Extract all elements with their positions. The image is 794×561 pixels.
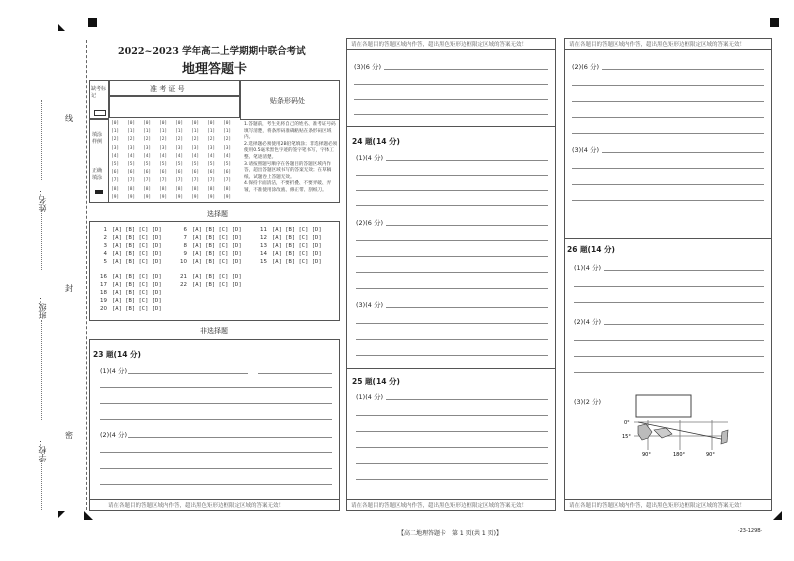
exam-no-digit-bubble[interactable]: [9] bbox=[127, 194, 136, 200]
mcq-number: 20 bbox=[100, 306, 107, 312]
mcq-number: 18 bbox=[100, 290, 107, 296]
exam-no-digit-bubble[interactable]: [6] bbox=[127, 170, 136, 176]
mcq-item[interactable] bbox=[175, 243, 242, 249]
q24-line[interactable] bbox=[386, 307, 548, 308]
side-arrow-bottom bbox=[58, 511, 65, 518]
q25-line[interactable] bbox=[356, 447, 548, 448]
exam-no-label: 准 考 证 号 bbox=[150, 85, 185, 93]
exam-no-digit-bubble[interactable]: [6] bbox=[111, 170, 120, 176]
q26-line[interactable] bbox=[574, 340, 764, 341]
exam-no-digit-bubble[interactable]: [2] bbox=[175, 137, 184, 143]
mcq-item[interactable] bbox=[95, 243, 162, 249]
exam-no-digit-bubble[interactable]: [2] bbox=[127, 137, 136, 143]
q24-line[interactable] bbox=[356, 205, 548, 206]
mcq-item[interactable] bbox=[95, 259, 162, 265]
mcq-number: 6 bbox=[183, 227, 187, 233]
exam-no-digit-bubble[interactable]: [5] bbox=[111, 162, 120, 168]
absent-mark-box[interactable] bbox=[94, 110, 106, 116]
mcq-options[interactable]: [A] [B] [C] [D] bbox=[112, 298, 162, 304]
mcq-item[interactable] bbox=[95, 227, 162, 233]
map-lat-15: 15° bbox=[622, 434, 631, 440]
mcq-item[interactable] bbox=[95, 282, 162, 288]
exam-no-digit-bubble[interactable]: [0] bbox=[127, 121, 136, 126]
correct-fill-sample bbox=[95, 190, 103, 194]
q24-line[interactable] bbox=[356, 288, 548, 289]
mcq-number: 4 bbox=[103, 251, 107, 257]
exam-no-digit-bubble[interactable]: [7] bbox=[191, 178, 200, 184]
corner-mark-bottom-left bbox=[84, 511, 93, 520]
map-landmass bbox=[638, 424, 652, 440]
name-fill-line-2[interactable] bbox=[41, 210, 42, 270]
exam-no-digit-bubble[interactable]: [9] bbox=[191, 194, 200, 200]
map-answer-box[interactable] bbox=[636, 395, 691, 417]
q25-line[interactable] bbox=[356, 415, 548, 416]
mcq-item[interactable] bbox=[255, 259, 322, 265]
q24-line[interactable] bbox=[386, 160, 548, 161]
mcq-options[interactable]: [A] [B] [C] [D] bbox=[272, 227, 322, 233]
exam-no-digit-bubble[interactable]: [8] bbox=[175, 186, 184, 192]
q25-2-line[interactable] bbox=[572, 133, 764, 134]
seal-char: 封 bbox=[65, 284, 73, 293]
exam-no-digit-bubble[interactable]: [6] bbox=[191, 170, 200, 176]
card-title: 地理答题卡 bbox=[182, 62, 248, 77]
map-sketch bbox=[618, 392, 738, 460]
exam-no-digit-column[interactable] bbox=[111, 120, 119, 202]
q25-3-line[interactable] bbox=[572, 184, 764, 185]
mcq-options[interactable]: [A] [B] [C] [D] bbox=[192, 243, 242, 249]
exam-no-digit-bubble[interactable]: [9] bbox=[111, 194, 120, 200]
exam-no-digit-bubble[interactable]: [7] bbox=[175, 178, 184, 184]
mcq-options[interactable]: [A] [B] [C] [D] bbox=[112, 235, 162, 241]
mcq-options[interactable]: [A] [B] [C] [D] bbox=[272, 251, 322, 257]
mcq-number: 16 bbox=[100, 274, 107, 280]
exam-no-digit-bubble[interactable]: [8] bbox=[143, 186, 152, 192]
exam-no-digit-bubble[interactable]: [9] bbox=[207, 194, 216, 200]
exam-no-digit-column[interactable] bbox=[175, 120, 183, 202]
mcq-options[interactable]: [A] [B] [C] [D] bbox=[112, 227, 162, 233]
q26-line[interactable] bbox=[574, 302, 764, 303]
mcq-number: 14 bbox=[260, 251, 267, 257]
q23-title: 23 题(14 分) bbox=[93, 350, 141, 359]
exam-no-digit-bubble[interactable]: [5] bbox=[143, 162, 152, 168]
q24-title: 24 题(14 分) bbox=[352, 137, 400, 146]
q24-sub2: (2)(6 分) bbox=[356, 219, 383, 227]
mcq-options[interactable]: [A] [B] [C] [D] bbox=[272, 235, 322, 241]
binding-line bbox=[86, 40, 87, 510]
q24-sub3: (3)(4 分) bbox=[356, 301, 383, 309]
exam-no-digit-bubble[interactable]: [1] bbox=[143, 129, 152, 135]
exam-no-digit-bubble[interactable]: [2] bbox=[111, 137, 120, 143]
mcq-options[interactable]: [A] [B] [C] [D] bbox=[112, 290, 162, 296]
q23-line[interactable] bbox=[100, 484, 332, 485]
map-landmass bbox=[721, 430, 728, 444]
exam-no-digit-bubble[interactable]: [0] bbox=[159, 121, 168, 126]
exam-no-digit-column[interactable] bbox=[207, 120, 215, 202]
exam-no-digit-bubble[interactable]: [7] bbox=[207, 178, 216, 184]
mcq-item[interactable] bbox=[255, 243, 322, 249]
q24-line[interactable] bbox=[356, 272, 548, 273]
exam-no-digit-bubble[interactable]: [7] bbox=[143, 178, 152, 184]
mcq-item[interactable] bbox=[95, 274, 162, 280]
mcq-options[interactable]: [A] [B] [C] [D] bbox=[272, 259, 322, 265]
note-2: 2.选择题必须使用2B铅笔填涂；非选择题必须使用0.5毫米黑色字迹的签字笔书写，字体工整、笔迹清楚。 bbox=[244, 141, 338, 160]
col3-warning-top: 请在各题目的答题区域内作答，超出黑色矩形边框限定区域的答案无效！ bbox=[569, 42, 746, 48]
mcq-options[interactable]: [A] [B] [C] [D] bbox=[112, 282, 162, 288]
exam-no-digit-bubble[interactable]: [9] bbox=[143, 194, 152, 200]
name-label: 姓名： bbox=[38, 188, 47, 212]
mcq-number: 1 bbox=[103, 227, 107, 233]
mcq-number: 3 bbox=[103, 243, 107, 249]
q25-3-line[interactable] bbox=[572, 200, 764, 201]
q26-line[interactable] bbox=[574, 372, 764, 373]
exam-no-digit-bubble[interactable]: [3] bbox=[159, 145, 168, 151]
note-4: 4.保持卡面清洁，不要折叠、不要弄破、弄皱，不准使用涂改液、修正带、刮纸刀。 bbox=[244, 181, 332, 193]
mcq-options[interactable]: [A] [B] [C] [D] bbox=[112, 243, 162, 249]
exam-no-digit-bubble[interactable]: [8] bbox=[207, 186, 216, 192]
q26-sub1: (1)(4 分) bbox=[574, 264, 601, 272]
mcq-options[interactable]: [A] [B] [C] [D] bbox=[272, 243, 322, 249]
exam-no-digit-bubble[interactable]: [4] bbox=[223, 153, 232, 159]
q25-2-line[interactable] bbox=[572, 117, 764, 118]
exam-no-digit-bubble[interactable]: [5] bbox=[159, 162, 168, 168]
q25-3-line[interactable] bbox=[602, 152, 764, 153]
q24-line[interactable] bbox=[356, 175, 548, 176]
q24-line[interactable] bbox=[356, 256, 548, 257]
q23-block bbox=[89, 339, 340, 511]
q26-line[interactable] bbox=[604, 324, 764, 325]
mcq-options[interactable]: [A] [B] [C] [D] bbox=[192, 235, 242, 241]
note-1: 1.答题前，考生先将自己的姓名、准考证号码填写清楚，将条形码准确粘贴在条形码区域内。 bbox=[244, 122, 336, 141]
q26-line[interactable] bbox=[574, 286, 764, 287]
mcq-number: 9 bbox=[183, 251, 187, 257]
exam-no-digit-bubble[interactable]: [0] bbox=[207, 121, 216, 126]
barcode-label: 贴条形码处 bbox=[270, 97, 305, 105]
map-lon-1: 90° bbox=[642, 452, 651, 458]
q25-2-line[interactable] bbox=[572, 101, 764, 102]
exam-no-digit-bubble[interactable]: [8] bbox=[159, 186, 168, 192]
exam-no-digit-bubble[interactable]: [7] bbox=[111, 178, 120, 184]
exam-no-digit-bubble[interactable]: [6] bbox=[223, 170, 232, 176]
name-fill-line[interactable] bbox=[41, 100, 42, 180]
correct-label: 正确填涂 bbox=[92, 168, 103, 181]
q23-line[interactable] bbox=[100, 419, 332, 420]
exam-no-digit-bubble[interactable]: [4] bbox=[111, 153, 120, 159]
q25-line[interactable] bbox=[386, 399, 548, 400]
class-label: 班级： bbox=[38, 295, 47, 319]
exam-no-digit-bubble[interactable]: [3] bbox=[207, 145, 216, 151]
side-arrow-top bbox=[58, 24, 65, 31]
exam-no-digit-bubble[interactable]: [4] bbox=[175, 153, 184, 159]
exam-no-digit-bubble[interactable]: [4] bbox=[127, 153, 136, 159]
exam-no-digit-bubble[interactable]: [1] bbox=[191, 129, 200, 135]
map-lon-3: 90° bbox=[706, 452, 715, 458]
exam-no-digit-bubble[interactable]: [5] bbox=[175, 162, 184, 168]
exam-no-digit-bubble[interactable]: [2] bbox=[207, 137, 216, 143]
q24-line[interactable] bbox=[356, 339, 548, 340]
exam-no-digit-bubble[interactable]: [3] bbox=[191, 145, 200, 151]
mcq-item[interactable] bbox=[95, 298, 162, 304]
mcq-number: 15 bbox=[260, 259, 267, 265]
divider bbox=[346, 368, 556, 369]
exam-no-digit-bubble[interactable]: [9] bbox=[175, 194, 184, 200]
mcq-number: 13 bbox=[260, 243, 267, 249]
q25-3-line[interactable] bbox=[572, 168, 764, 169]
exam-no-digit-bubble[interactable]: [0] bbox=[223, 121, 232, 126]
exam-no-digit-column[interactable] bbox=[159, 120, 167, 202]
map-landmass bbox=[654, 428, 672, 438]
exam-no-digit-column[interactable] bbox=[223, 120, 231, 202]
notes-list bbox=[244, 122, 338, 195]
col2-warning-bottom: 请在各题目的答题区域内作答，超出黑色矩形边框限定区域的答案无效！ bbox=[351, 503, 528, 509]
q23-3-line[interactable] bbox=[354, 114, 548, 115]
exam-no-digit-bubble[interactable]: [9] bbox=[159, 194, 168, 200]
divider bbox=[564, 238, 772, 239]
exam-no-digit-bubble[interactable]: [1] bbox=[111, 129, 120, 135]
q23-line[interactable] bbox=[128, 373, 248, 374]
mcq-options[interactable]: [A] [B] [C] [D] bbox=[192, 274, 242, 280]
mcq-item[interactable] bbox=[175, 274, 242, 280]
q23-3-line[interactable] bbox=[384, 69, 548, 70]
mcq-options[interactable]: [A] [B] [C] [D] bbox=[112, 259, 162, 265]
mcq-item[interactable] bbox=[95, 306, 162, 312]
mcq-options[interactable]: [A] [B] [C] [D] bbox=[192, 282, 242, 288]
q25-line[interactable] bbox=[356, 463, 548, 464]
mcq-item[interactable] bbox=[175, 227, 242, 233]
q23-line[interactable] bbox=[100, 387, 332, 388]
mcq-item[interactable] bbox=[255, 235, 322, 241]
paper-code: ·23-129B· bbox=[738, 528, 763, 534]
mcq-number: 19 bbox=[100, 298, 107, 304]
q23-line[interactable] bbox=[128, 437, 332, 438]
q25-sub3: (3)(4 分) bbox=[572, 146, 599, 154]
corner-mark-top-right bbox=[770, 18, 779, 27]
page-footer: 【高二地理答题卡 第 1 页(共 1 页)】 bbox=[398, 530, 502, 537]
exam-no-digit-bubble[interactable]: [6] bbox=[207, 170, 216, 176]
mcq-number: 10 bbox=[180, 259, 187, 265]
mcq-item[interactable] bbox=[95, 235, 162, 241]
exam-no-digit-bubble[interactable]: [4] bbox=[207, 153, 216, 159]
dense-char: 密 bbox=[65, 431, 73, 440]
exam-no-digit-bubble[interactable]: [4] bbox=[191, 153, 200, 159]
exam-no-digit-bubble[interactable]: [5] bbox=[191, 162, 200, 168]
mcq-item[interactable] bbox=[175, 259, 242, 265]
exam-no-digit-bubble[interactable]: [3] bbox=[111, 145, 120, 151]
exam-no-digit-bubble[interactable]: [2] bbox=[223, 137, 232, 143]
exam-no-digit-column[interactable] bbox=[127, 120, 135, 202]
exam-no-digit-bubble[interactable]: [1] bbox=[207, 129, 216, 135]
exam-title: 2022~2023 学年高二上学期期中联合考试 bbox=[118, 46, 306, 57]
q23-warning: 请在各题目的答题区域内作答，超出黑色矩形边框限定区域的答案无效！ bbox=[108, 503, 285, 509]
map-lon-2: 180° bbox=[673, 452, 686, 458]
exam-no-digit-bubble[interactable]: [3] bbox=[175, 145, 184, 151]
exam-no-digit-bubble[interactable]: [7] bbox=[159, 178, 168, 184]
mcq-number: 21 bbox=[180, 274, 187, 280]
mcq-number: 2 bbox=[103, 235, 107, 241]
exam-no-digit-bubble[interactable]: [0] bbox=[143, 121, 152, 126]
exam-no-digit-bubble[interactable]: [3] bbox=[143, 145, 152, 151]
exam-no-digit-bubble[interactable]: [8] bbox=[127, 186, 136, 192]
exam-no-digit-bubble[interactable]: [7] bbox=[127, 178, 136, 184]
exam-no-digit-bubble[interactable]: [8] bbox=[191, 186, 200, 192]
q26-sub3: (3)(2 分) bbox=[574, 398, 601, 406]
mcq-item[interactable] bbox=[175, 235, 242, 241]
exam-no-digit-bubble[interactable]: [5] bbox=[207, 162, 216, 168]
mcq-number: 8 bbox=[183, 243, 187, 249]
exam-no-digit-bubble[interactable]: [6] bbox=[175, 170, 184, 176]
mcq-item[interactable] bbox=[255, 251, 322, 257]
q23-3-line[interactable] bbox=[354, 84, 548, 85]
mcq-options[interactable]: [A] [B] [C] [D] bbox=[112, 306, 162, 312]
mcq-options[interactable]: [A] [B] [C] [D] bbox=[192, 251, 242, 257]
q23-3-line[interactable] bbox=[354, 99, 548, 100]
mcq-item[interactable] bbox=[255, 227, 322, 233]
mcq-item[interactable] bbox=[175, 251, 242, 257]
line-char: 线 bbox=[65, 114, 73, 123]
q24-line[interactable] bbox=[386, 225, 548, 226]
q25-2-line[interactable] bbox=[602, 69, 764, 70]
exam-no-digit-bubble[interactable]: [8] bbox=[111, 186, 120, 192]
q26-line[interactable] bbox=[604, 270, 764, 271]
corner-mark-top-left bbox=[88, 18, 97, 27]
mcq-number: 5 bbox=[103, 259, 107, 265]
q24-sub1: (1)(4 分) bbox=[356, 154, 383, 162]
mcq-item[interactable] bbox=[95, 290, 162, 296]
q24-line[interactable] bbox=[356, 323, 548, 324]
exam-no-digit-bubble[interactable]: [3] bbox=[127, 145, 136, 151]
q25-line[interactable] bbox=[356, 479, 548, 480]
mcq-options[interactable]: [A] [B] [C] [D] bbox=[112, 251, 162, 257]
mcq-number: 17 bbox=[100, 282, 107, 288]
mcq-number: 7 bbox=[183, 235, 187, 241]
note-3: 3.请按照题号顺序在各题目的答题区域内作答，超出答题区域书写的答案无效；在草稿纸、试题卷上答题无效。 bbox=[244, 161, 332, 180]
exam-no-digit-bubble[interactable]: [2] bbox=[159, 137, 168, 143]
q25-line[interactable] bbox=[356, 431, 548, 432]
q24-line[interactable] bbox=[356, 355, 548, 356]
exam-no-digit-bubble[interactable]: [5] bbox=[223, 162, 232, 168]
q25-2-line[interactable] bbox=[572, 85, 764, 86]
mcq-options[interactable]: [A] [B] [C] [D] bbox=[192, 227, 242, 233]
mcq-number: 11 bbox=[260, 227, 267, 233]
exam-no-digit-bubble[interactable]: [1] bbox=[127, 129, 136, 135]
column-2 bbox=[346, 38, 556, 511]
q25-sub2: (2)(6 分) bbox=[572, 63, 599, 71]
school-fill-line[interactable] bbox=[41, 460, 42, 510]
corner-mark-bottom-right bbox=[773, 511, 782, 520]
exam-no-digit-column[interactable] bbox=[191, 120, 199, 202]
q23-sub1: (1)(4 分) bbox=[100, 367, 127, 375]
q23-sub3: (3)(6 分) bbox=[354, 63, 381, 71]
exam-no-digit-bubble[interactable]: [5] bbox=[127, 162, 136, 168]
exam-no-digit-bubble[interactable]: [6] bbox=[143, 170, 152, 176]
absent-label: 缺考标记 bbox=[91, 86, 107, 99]
mcq-title: 选择题 bbox=[207, 210, 228, 218]
mcq-item[interactable] bbox=[175, 282, 242, 288]
exam-no-digit-bubble[interactable]: [1] bbox=[159, 129, 168, 135]
school-label: 学校： bbox=[38, 438, 47, 462]
map-lat-0: 0° bbox=[624, 420, 630, 426]
exam-no-digit-bubble[interactable]: [7] bbox=[223, 178, 232, 184]
exam-no-digit-bubble[interactable]: [0] bbox=[175, 121, 184, 126]
exam-no-write-row[interactable] bbox=[109, 96, 240, 118]
exam-no-digit-bubble[interactable]: [6] bbox=[159, 170, 168, 176]
nonmcq-title: 非选择题 bbox=[200, 327, 228, 335]
q26-title: 26 题(14 分) bbox=[567, 245, 615, 254]
q23-line[interactable] bbox=[100, 452, 332, 453]
exam-no-digit-bubble[interactable]: [1] bbox=[223, 129, 232, 135]
class-fill-line[interactable] bbox=[41, 320, 42, 420]
col2-warning-top: 请在各题目的答题区域内作答，超出黑色矩形边框限定区域的答案无效！ bbox=[351, 42, 528, 48]
exam-no-digit-bubble[interactable]: [4] bbox=[159, 153, 168, 159]
q24-line[interactable] bbox=[356, 240, 548, 241]
exam-no-digit-bubble[interactable]: [2] bbox=[191, 137, 200, 143]
exam-no-digit-bubble[interactable]: [8] bbox=[223, 186, 232, 192]
mcq-number: 12 bbox=[260, 235, 267, 241]
q24-line[interactable] bbox=[356, 190, 548, 191]
q23-sub2: (2)(4 分) bbox=[100, 431, 127, 439]
col3-warning-bottom: 请在各题目的答题区域内作答，超出黑色矩形边框限定区域的答案无效！ bbox=[569, 503, 746, 509]
q25-title: 25 题(14 分) bbox=[352, 377, 400, 386]
divider bbox=[346, 126, 556, 127]
q26-sub2: (2)(4 分) bbox=[574, 318, 601, 326]
exam-no-digit-bubble[interactable]: [0] bbox=[111, 121, 120, 126]
q23-line[interactable] bbox=[258, 373, 332, 374]
exam-no-digit-bubble[interactable]: [2] bbox=[143, 137, 152, 143]
exam-no-digit-bubble[interactable]: [3] bbox=[223, 145, 232, 151]
exam-no-digit-bubble[interactable]: [9] bbox=[223, 194, 232, 200]
q23-line[interactable] bbox=[100, 403, 332, 404]
q23-line[interactable] bbox=[100, 468, 332, 469]
mcq-number: 22 bbox=[180, 282, 187, 288]
example-label: 填涂样例 bbox=[92, 132, 103, 145]
mcq-options[interactable]: [A] [B] [C] [D] bbox=[112, 274, 162, 280]
exam-no-digit-bubble[interactable]: [0] bbox=[191, 121, 200, 126]
mcq-options[interactable]: [A] [B] [C] [D] bbox=[192, 259, 242, 265]
mcq-item[interactable] bbox=[95, 251, 162, 257]
exam-no-digit-bubble[interactable]: [1] bbox=[175, 129, 184, 135]
q25-sub1: (1)(4 分) bbox=[356, 393, 383, 401]
exam-no-digit-column[interactable] bbox=[143, 120, 151, 202]
q26-line[interactable] bbox=[574, 356, 764, 357]
exam-no-digit-bubble[interactable]: [4] bbox=[143, 153, 152, 159]
